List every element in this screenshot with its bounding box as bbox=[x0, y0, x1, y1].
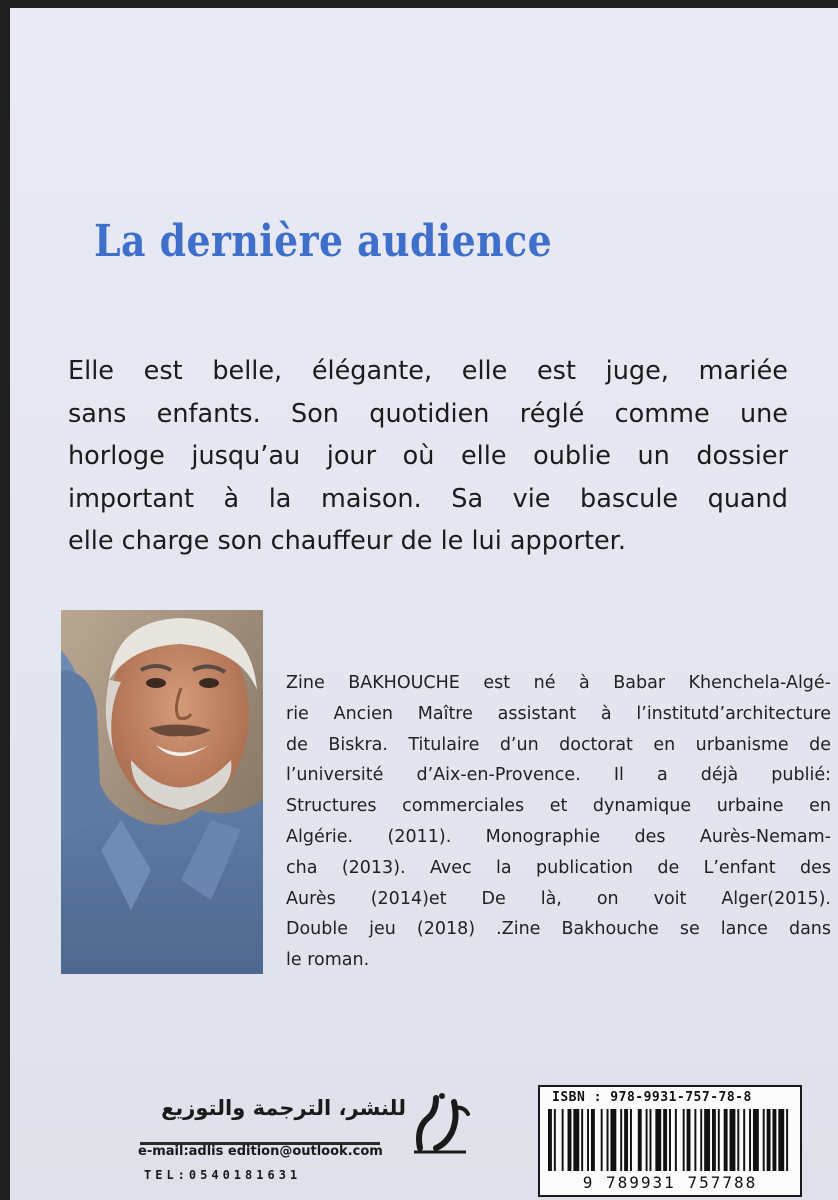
bio-line: Double jeu (2018) .Zine Bakhouche se lance dans bbox=[286, 919, 831, 940]
barcode-bar bbox=[607, 1109, 609, 1171]
barcode-bar bbox=[743, 1109, 745, 1171]
bio-line: Algérie. (2011). Monographie des Aurès-Nemam- bbox=[286, 826, 831, 847]
barcode-bar bbox=[646, 1109, 648, 1171]
barcode-bar bbox=[786, 1109, 788, 1171]
isbn-barcode bbox=[538, 1085, 802, 1197]
bio-line: Aurès (2014)et De là, on voit Alger(2015). bbox=[286, 888, 831, 909]
barcode-bar bbox=[587, 1109, 589, 1171]
publisher-email: e-mail:adlis edition@outlook.com bbox=[138, 1144, 383, 1159]
book-blurb bbox=[68, 350, 788, 563]
barcode-bar bbox=[620, 1109, 622, 1171]
barcode-bar bbox=[573, 1109, 579, 1171]
bio-line: le roman. bbox=[286, 950, 370, 971]
publisher-block bbox=[138, 1088, 488, 1188]
blurb-line: sans enfants. Son quotidien réglé comme une bbox=[68, 398, 788, 429]
barcode-bar bbox=[610, 1109, 616, 1171]
barcode-bar bbox=[638, 1109, 642, 1171]
ean-digits: 9 789931 757788 bbox=[582, 1173, 758, 1192]
barcode-bar bbox=[694, 1109, 696, 1171]
barcode-bar bbox=[669, 1109, 671, 1171]
barcode-bar bbox=[548, 1109, 552, 1171]
barcode-bar bbox=[562, 1109, 564, 1171]
barcode-bar bbox=[778, 1109, 784, 1171]
book-title: La dernière audience bbox=[94, 216, 553, 267]
barcode-bar bbox=[568, 1109, 572, 1171]
barcode-bar bbox=[767, 1109, 771, 1171]
author-bio bbox=[286, 668, 831, 976]
barcode-bar bbox=[650, 1109, 652, 1171]
blurb-line: important à la maison. Sa vie bascule quand bbox=[68, 483, 788, 514]
barcode-bars-icon bbox=[548, 1109, 792, 1179]
bio-line: rie Ancien Maître assistant à l’institutd’architecture bbox=[286, 703, 831, 724]
author-photo bbox=[61, 610, 263, 974]
barcode-bar bbox=[704, 1109, 710, 1171]
bio-line: de Biskra. Titulaire d’un doctorat en urbanisme de bbox=[286, 734, 831, 755]
barcode-bar bbox=[737, 1109, 739, 1171]
barcode-bar bbox=[581, 1109, 583, 1171]
barcode-bar bbox=[772, 1109, 776, 1171]
barcode-bar bbox=[730, 1109, 736, 1171]
bio-line: cha (2013). Avec la publication de L’enfant des bbox=[286, 857, 831, 878]
publisher-phone: TEL:0540181631 bbox=[144, 1168, 302, 1182]
barcode-bar bbox=[749, 1109, 751, 1171]
author-portrait-icon bbox=[61, 610, 263, 974]
publisher-name-arabic: للنشر، الترجمة والتوزيع bbox=[161, 1096, 406, 1120]
barcode-bar bbox=[630, 1109, 632, 1171]
barcode-bar bbox=[675, 1109, 677, 1171]
book-back-cover bbox=[10, 8, 838, 1200]
barcode-bar bbox=[724, 1109, 728, 1171]
barcode-bar bbox=[663, 1109, 667, 1171]
barcode-bar bbox=[624, 1109, 628, 1171]
blurb-line: horloge jusqu’au jour où elle oublie un dossier bbox=[68, 441, 788, 471]
barcode-bar bbox=[601, 1109, 603, 1171]
barcode-bar bbox=[700, 1109, 702, 1171]
isbn-label: ISBN : 978-9931-757-78-8 bbox=[552, 1090, 752, 1105]
barcode-bar bbox=[763, 1109, 765, 1171]
barcode-bar bbox=[753, 1109, 759, 1171]
bio-line: Structures commerciales et dynamique urbaine en bbox=[286, 796, 831, 817]
barcode-bar bbox=[718, 1109, 720, 1171]
bio-line: Zine BAKHOUCHE est né à Babar Khenchela-Algé- bbox=[286, 673, 831, 693]
barcode-bar bbox=[683, 1109, 685, 1171]
blurb-line: elle charge son chauffeur de le lui apporter. bbox=[68, 526, 626, 556]
barcode-bar bbox=[554, 1109, 556, 1171]
barcode-bar bbox=[712, 1109, 716, 1171]
bio-line: l’université d’Aix-en-Provence. Il a déjà publié: bbox=[286, 765, 831, 786]
blurb-line: Elle est belle, élégante, elle est juge, mariée bbox=[68, 356, 788, 386]
barcode-bar bbox=[591, 1109, 595, 1171]
barcode-bar bbox=[687, 1109, 691, 1171]
barcode-bar bbox=[655, 1109, 661, 1171]
publisher-logo-icon bbox=[406, 1088, 476, 1158]
